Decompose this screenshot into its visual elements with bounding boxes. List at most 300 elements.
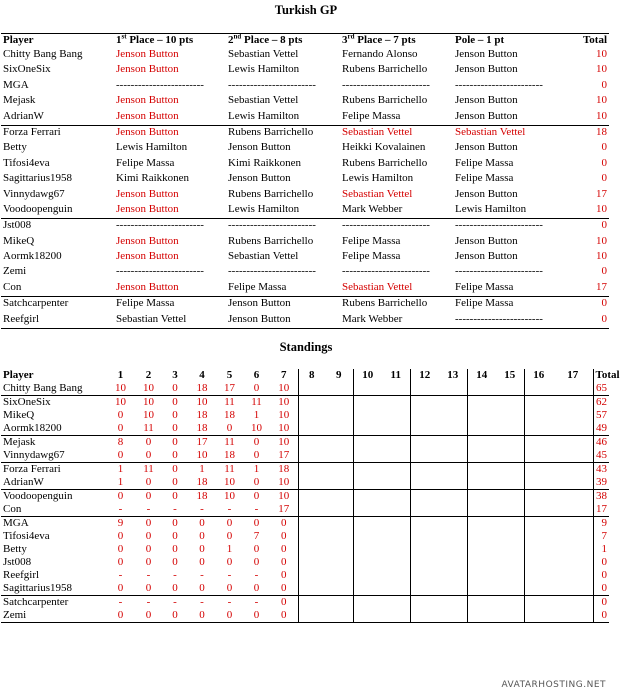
round-score xyxy=(467,409,496,422)
round-score: 10 xyxy=(278,409,290,421)
round-score xyxy=(524,422,553,436)
round-score xyxy=(410,543,439,556)
standings-total: 7 xyxy=(593,530,609,543)
third-place-driver: Sebastian Vettel xyxy=(340,125,453,141)
round-header: 1 xyxy=(117,369,124,381)
player-name: Zemi xyxy=(3,265,27,278)
second-place-driver: ------------------------ xyxy=(228,265,316,278)
round-score xyxy=(382,490,410,504)
pole-driver: Jenson Button xyxy=(455,250,518,263)
round-score xyxy=(524,569,553,582)
race-results-table xyxy=(1,33,609,329)
round-score xyxy=(325,556,353,569)
round-score xyxy=(298,490,325,504)
second-place-driver: Jenson Button xyxy=(228,141,291,154)
round-score xyxy=(467,543,496,556)
round-score xyxy=(353,422,382,436)
round-score xyxy=(353,596,382,610)
round-score: - xyxy=(106,596,135,610)
first-place-driver: Jenson Button xyxy=(116,187,179,200)
round-score xyxy=(298,449,325,463)
round-score: - xyxy=(254,569,259,581)
round-score xyxy=(353,517,382,531)
round-score xyxy=(496,449,524,463)
second-place-driver: Jenson Button xyxy=(226,313,340,329)
standings-player-name: Chitty Bang Bang xyxy=(3,382,83,394)
round-score: 0 xyxy=(216,609,243,623)
round-score xyxy=(382,582,410,596)
round-score xyxy=(524,503,553,517)
player-name: Con xyxy=(3,280,22,293)
round-score: 10 xyxy=(270,490,298,504)
round-header: 4 xyxy=(199,369,205,381)
round-header: 9 xyxy=(336,369,342,381)
standings-row xyxy=(1,436,609,450)
round-score xyxy=(382,396,410,410)
round-score: 0 xyxy=(106,609,135,623)
round-score xyxy=(353,582,382,596)
third-place-driver: ------------------------ xyxy=(342,78,430,91)
round-score: 0 xyxy=(281,530,287,542)
header-third-place: 3rd Place – 7 pts xyxy=(340,34,453,49)
round-score: 0 xyxy=(145,556,152,568)
second-place-driver: Rubens Barrichello xyxy=(228,234,314,247)
round-score xyxy=(524,463,553,477)
round-header: 13 xyxy=(447,369,459,381)
round-score: 10 xyxy=(143,382,154,394)
race-row xyxy=(1,125,609,141)
round-score xyxy=(353,556,382,569)
round-score: 10 xyxy=(251,422,262,434)
first-place-driver: ------------------------ xyxy=(114,219,226,235)
round-score: 18 xyxy=(270,463,298,477)
round-score xyxy=(439,490,467,504)
round-score: 17 xyxy=(278,449,290,461)
round-score xyxy=(439,449,467,463)
round-score: 0 xyxy=(117,449,124,461)
round-score xyxy=(524,436,553,450)
third-place-driver: Fernando Alonso xyxy=(342,48,418,60)
round-score xyxy=(439,422,467,436)
round-score: - xyxy=(118,503,123,515)
player-name: AdrianW xyxy=(3,109,44,122)
round-score xyxy=(325,422,353,436)
round-score: 0 xyxy=(162,396,188,410)
standings-total: 17 xyxy=(593,503,609,517)
pole-driver: Felipe Massa xyxy=(455,280,514,293)
third-place-driver: Rubens Barrichello xyxy=(342,156,428,169)
round-score xyxy=(496,490,524,504)
standings-player-name: Mejask xyxy=(1,436,106,450)
round-score: 0 xyxy=(172,556,178,568)
round-score: 0 xyxy=(243,517,270,531)
pole-driver: Jenson Button xyxy=(455,48,518,60)
round-score xyxy=(298,463,325,477)
round-score xyxy=(496,596,524,610)
round-score: 0 xyxy=(253,556,260,568)
round-score: - xyxy=(146,503,151,515)
first-place-driver: Jenson Button xyxy=(116,109,179,122)
round-score xyxy=(298,476,325,490)
round-score xyxy=(353,609,382,623)
round-score xyxy=(553,543,593,556)
round-score xyxy=(353,476,382,490)
race-row xyxy=(1,63,609,78)
round-score xyxy=(410,556,439,569)
round-score: 0 xyxy=(145,582,152,594)
round-score xyxy=(353,530,382,543)
first-place-driver: Felipe Massa xyxy=(114,297,226,313)
race-row xyxy=(1,188,609,203)
round-score: 17 xyxy=(278,503,290,515)
round-score xyxy=(524,382,553,396)
round-score: - xyxy=(118,569,123,581)
round-score xyxy=(298,422,325,436)
player-name: Satchcarpenter xyxy=(1,297,114,313)
race-title: Turkish GP xyxy=(274,3,338,17)
first-place-driver: Felipe Massa xyxy=(116,156,175,169)
race-row xyxy=(1,94,609,109)
watermark: AVATARHOSTING.NET xyxy=(501,680,606,690)
round-score xyxy=(382,476,410,490)
round-score: 0 xyxy=(172,449,178,461)
round-score xyxy=(325,396,353,410)
round-score xyxy=(325,449,353,463)
round-score: 0 xyxy=(253,382,260,394)
pole-driver: Jenson Button xyxy=(455,109,518,122)
standings-row xyxy=(1,556,609,569)
player-name: Sagittarius1958 xyxy=(3,172,73,185)
round-header: 3 xyxy=(172,369,178,381)
round-score xyxy=(439,517,467,531)
round-score xyxy=(496,556,524,569)
player-name: MGA xyxy=(3,78,29,91)
round-score xyxy=(298,609,325,623)
second-place-driver: Rubens Barrichello xyxy=(226,125,340,141)
round-score: 0 xyxy=(135,436,162,450)
standings-total: 39 xyxy=(593,476,609,490)
round-score: 0 xyxy=(162,490,188,504)
round-score: 0 xyxy=(117,543,124,555)
round-score xyxy=(410,530,439,543)
standings-total: 49 xyxy=(593,422,609,436)
round-score: 0 xyxy=(281,543,287,555)
round-score: 10 xyxy=(106,396,135,410)
round-score: 0 xyxy=(243,609,270,623)
round-score xyxy=(496,582,524,596)
round-score: 0 xyxy=(243,490,270,504)
round-score: 0 xyxy=(270,517,298,531)
round-score: 0 xyxy=(253,476,260,488)
round-header: 14 xyxy=(467,369,496,382)
round-score xyxy=(553,503,593,517)
round-score: 0 xyxy=(199,582,205,594)
race-row xyxy=(1,313,609,329)
round-score xyxy=(410,609,439,623)
round-score xyxy=(382,530,410,543)
first-place-driver: Jenson Button xyxy=(116,234,179,247)
standings-row xyxy=(1,422,609,436)
round-header: 5 xyxy=(226,369,233,381)
round-score xyxy=(553,382,593,396)
round-score xyxy=(410,422,439,436)
round-score xyxy=(553,409,593,422)
round-score xyxy=(553,490,593,504)
round-score xyxy=(382,382,410,396)
round-score: 1 xyxy=(243,463,270,477)
round-score: 0 xyxy=(226,556,233,568)
pole-driver: Felipe Massa xyxy=(453,297,563,313)
round-header: 16 xyxy=(524,369,553,382)
round-score xyxy=(553,476,593,490)
race-row xyxy=(1,110,609,126)
third-place-driver: Felipe Massa xyxy=(342,109,401,122)
round-score xyxy=(553,463,593,477)
round-score xyxy=(353,409,382,422)
standings-total: 0 xyxy=(593,582,609,596)
standings-row xyxy=(1,582,609,596)
round-score: 17 xyxy=(224,382,235,394)
round-score: 17 xyxy=(188,436,216,450)
round-score xyxy=(467,517,496,531)
round-score xyxy=(325,476,353,490)
round-score xyxy=(439,396,467,410)
round-header: 15 xyxy=(504,369,516,381)
round-score xyxy=(496,463,524,477)
third-place-driver: Heikki Kovalainen xyxy=(342,141,426,154)
round-score xyxy=(553,596,593,610)
round-score xyxy=(439,596,467,610)
pole-driver: Sebastian Vettel xyxy=(453,125,563,141)
round-score: 11 xyxy=(135,463,162,477)
round-score: - xyxy=(200,569,204,581)
race-total: 0 xyxy=(601,265,607,278)
round-score: 0 xyxy=(253,449,260,461)
round-score: 18 xyxy=(224,449,235,461)
round-score: 11 xyxy=(143,422,154,434)
round-score xyxy=(467,503,496,517)
header-pole: Pole – 1 pt xyxy=(453,34,563,49)
pole-driver: Jenson Button xyxy=(455,63,518,76)
round-score: 0 xyxy=(145,530,152,542)
round-score xyxy=(524,490,553,504)
third-place-driver: Sebastian Vettel xyxy=(342,280,413,293)
round-header: 17 xyxy=(567,369,579,381)
race-total: 10 xyxy=(596,48,607,60)
standings-total: 0 xyxy=(593,556,609,569)
round-score xyxy=(410,596,439,610)
standings-row xyxy=(1,596,609,610)
round-score xyxy=(467,582,496,596)
standings-player-name: MGA xyxy=(1,517,106,531)
round-score xyxy=(496,436,524,450)
standings-player-name: Jst008 xyxy=(3,556,32,568)
round-score xyxy=(439,582,467,596)
round-score: 0 xyxy=(172,409,178,421)
race-total: 10 xyxy=(596,202,607,215)
round-score: 10 xyxy=(278,476,290,488)
round-score xyxy=(467,382,496,396)
race-row xyxy=(1,297,609,313)
round-score: 0 xyxy=(253,582,260,594)
standings-player-name: Zemi xyxy=(1,609,106,623)
round-score xyxy=(353,490,382,504)
round-score xyxy=(467,569,496,582)
round-score xyxy=(496,422,524,436)
round-score: 10 xyxy=(270,436,298,450)
round-score xyxy=(325,543,353,556)
round-score: 7 xyxy=(253,530,260,542)
standings-player-name: SixOneSix xyxy=(1,396,106,410)
race-total: 0 xyxy=(601,156,607,169)
standings-player-name: Con xyxy=(3,503,22,515)
round-score xyxy=(325,503,353,517)
standings-player-name: Vinnydawg67 xyxy=(3,449,65,461)
round-score xyxy=(439,530,467,543)
pole-driver: Jenson Button xyxy=(455,187,518,200)
standings-total: 1 xyxy=(593,543,609,556)
round-score xyxy=(410,463,439,477)
round-score xyxy=(325,582,353,596)
round-score: 0 xyxy=(172,582,178,594)
race-total: 0 xyxy=(563,297,609,313)
first-place-driver: Lewis Hamilton xyxy=(116,141,188,154)
header-total: Total xyxy=(563,34,609,49)
pole-driver: ------------------------ xyxy=(453,219,563,235)
round-score xyxy=(439,409,467,422)
round-score: 18 xyxy=(196,409,208,421)
race-total: 10 xyxy=(596,63,607,76)
round-score xyxy=(496,409,524,422)
first-place-driver: Jenson Button xyxy=(116,94,179,107)
second-place-driver: Sebastian Vettel xyxy=(228,48,299,60)
round-header: 12 xyxy=(410,369,439,382)
round-score xyxy=(553,569,593,582)
round-score xyxy=(298,543,325,556)
round-score: 0 xyxy=(162,436,188,450)
round-score xyxy=(524,409,553,422)
player-name: Forza Ferrari xyxy=(1,125,114,141)
round-score xyxy=(524,596,553,610)
round-score: 18 xyxy=(196,476,208,488)
round-score: - xyxy=(243,596,270,610)
round-score xyxy=(325,517,353,531)
round-score xyxy=(467,530,496,543)
round-score xyxy=(467,596,496,610)
standings-player-name: Tifosi4eva xyxy=(3,530,50,542)
round-score: 18 xyxy=(196,382,208,394)
player-name: Aormk18200 xyxy=(3,250,62,263)
round-score: 18 xyxy=(224,409,235,421)
standings-row xyxy=(1,543,609,556)
standings-row xyxy=(1,382,609,396)
round-score xyxy=(382,517,410,531)
round-score: - xyxy=(227,569,232,581)
header-first-place: 1st Place – 10 pts xyxy=(114,34,226,49)
player-name: Mejask xyxy=(3,94,36,107)
standings-row xyxy=(1,463,609,477)
round-score xyxy=(439,436,467,450)
round-score: - xyxy=(173,503,177,515)
round-score xyxy=(524,396,553,410)
third-place-driver: ------------------------ xyxy=(340,219,453,235)
standings-row xyxy=(1,609,609,623)
round-score: 10 xyxy=(278,422,290,434)
round-score xyxy=(553,436,593,450)
standings-row xyxy=(1,449,609,463)
standings-total: 9 xyxy=(593,517,609,531)
round-score xyxy=(553,517,593,531)
standings-row xyxy=(1,530,609,543)
round-score: 10 xyxy=(278,382,290,394)
standings-player-name: AdrianW xyxy=(3,476,44,488)
second-place-driver: Lewis Hamilton xyxy=(228,202,300,215)
round-score: 11 xyxy=(216,396,243,410)
standings-total: 65 xyxy=(593,382,609,396)
standings-player-name: Voodoopenguin xyxy=(1,490,106,504)
round-score xyxy=(496,543,524,556)
round-score xyxy=(410,436,439,450)
round-score xyxy=(298,556,325,569)
second-place-driver: Sebastian Vettel xyxy=(228,250,299,263)
second-place-driver: Lewis Hamilton xyxy=(228,63,300,76)
round-score: - xyxy=(200,503,204,515)
round-score: 0 xyxy=(281,556,287,568)
round-score xyxy=(325,609,353,623)
round-score xyxy=(382,436,410,450)
round-score xyxy=(410,503,439,517)
round-score xyxy=(467,609,496,623)
standings-title: Standings xyxy=(279,340,333,354)
round-score: 0 xyxy=(145,476,152,488)
round-score xyxy=(298,503,325,517)
round-score xyxy=(325,382,353,396)
round-score xyxy=(467,490,496,504)
race-total: 10 xyxy=(596,109,607,122)
round-score xyxy=(382,596,410,610)
second-place-driver: ------------------------ xyxy=(228,78,316,91)
round-header: 8 xyxy=(298,369,325,382)
pole-driver: Jenson Button xyxy=(455,94,518,107)
round-score xyxy=(467,422,496,436)
pole-driver: Felipe Massa xyxy=(455,172,514,185)
round-score xyxy=(382,609,410,623)
third-place-driver: Mark Webber xyxy=(340,313,453,329)
round-score xyxy=(524,476,553,490)
round-score: 0 xyxy=(172,530,178,542)
second-place-driver: Rubens Barrichello xyxy=(228,187,314,200)
round-score: 0 xyxy=(243,436,270,450)
round-score xyxy=(467,463,496,477)
race-row xyxy=(1,79,609,94)
round-score xyxy=(439,476,467,490)
race-total: 0 xyxy=(601,172,607,185)
third-place-driver: ------------------------ xyxy=(342,265,430,278)
round-score xyxy=(298,436,325,450)
round-score: 0 xyxy=(226,422,233,434)
round-score xyxy=(467,449,496,463)
pole-driver: ------------------------ xyxy=(455,78,543,91)
round-score xyxy=(524,543,553,556)
standings-header-player: Player xyxy=(3,369,34,381)
round-score: 0 xyxy=(162,463,188,477)
round-score: - xyxy=(146,569,151,581)
round-score xyxy=(410,582,439,596)
player-name: MikeQ xyxy=(3,234,35,247)
race-row xyxy=(1,141,609,156)
standings-player-name: Aormk18200 xyxy=(3,422,62,434)
race-row xyxy=(1,157,609,172)
